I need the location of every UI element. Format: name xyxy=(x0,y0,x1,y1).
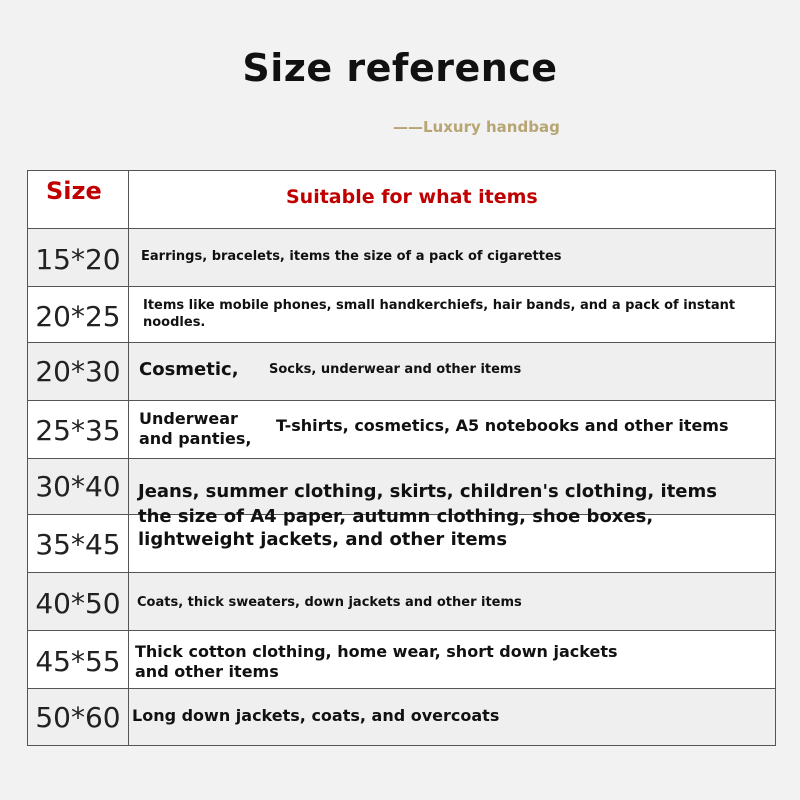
items-cell-line1: Jeans, summer clothing, skirts, children's clothing, items xyxy=(138,481,717,502)
table-row xyxy=(28,689,775,745)
size-table xyxy=(27,170,776,746)
items-cell-line1: Thick cotton clothing, home wear, short down jackets xyxy=(135,642,618,661)
items-column-header: Suitable for what items xyxy=(286,186,538,208)
table-row xyxy=(28,343,775,401)
table-row xyxy=(28,631,775,689)
size-cell: 40*50 xyxy=(35,587,121,620)
table-header-row xyxy=(28,171,775,229)
items-cell-line2: the size of A4 paper, autumn clothing, shoe boxes, xyxy=(138,506,654,527)
table-row xyxy=(28,229,775,287)
category-cell-line2: and panties, xyxy=(139,429,252,448)
category-cell: Cosmetic, xyxy=(139,359,239,380)
table-row xyxy=(28,401,775,459)
subtitle: ——Luxury handbag xyxy=(393,118,560,136)
size-cell: 50*60 xyxy=(35,701,121,734)
items-cell: T-shirts, cosmetics, A5 notebooks and other items xyxy=(276,416,729,435)
category-cell-line1: Underwear xyxy=(139,409,238,428)
items-cell: Coats, thick sweaters, down jackets and other items xyxy=(137,595,522,610)
items-cell: Earrings, bracelets, items the size of a pack of cigarettes xyxy=(141,249,562,264)
items-cell-line2: noodles. xyxy=(143,315,206,330)
items-cell-line1: Items like mobile phones, small handkerchiefs, hair bands, and a pack of instant xyxy=(143,298,736,313)
size-cell: 25*35 xyxy=(35,414,121,447)
size-cell: 30*40 xyxy=(35,470,121,503)
items-cell: Socks, underwear and other items xyxy=(269,362,522,377)
size-column-header: Size xyxy=(46,177,102,205)
items-cell-line3: lightweight jackets, and other items xyxy=(138,529,508,550)
size-cell: 15*20 xyxy=(35,243,121,276)
items-cell-line2: and other items xyxy=(135,662,279,681)
size-cell: 20*30 xyxy=(35,355,121,388)
table-row xyxy=(28,573,775,631)
table-row xyxy=(28,287,775,343)
items-cell: Long down jackets, coats, and overcoats xyxy=(132,706,500,725)
size-cell: 35*45 xyxy=(35,528,121,561)
column-divider xyxy=(128,171,129,745)
page-title: Size reference xyxy=(242,46,558,90)
table-row xyxy=(28,506,775,573)
size-cell: 20*25 xyxy=(35,300,121,333)
size-cell: 45*55 xyxy=(35,645,121,678)
